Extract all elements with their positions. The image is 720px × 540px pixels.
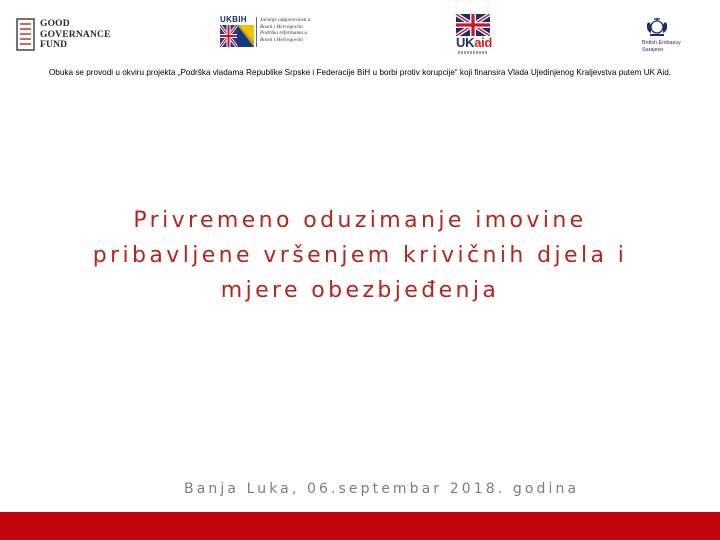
- british-embassy-logo: [638, 16, 688, 56]
- ggf-wordmark: [40, 19, 111, 51]
- slide-title: [40, 203, 680, 308]
- ukaid-uk: UK: [456, 35, 475, 50]
- ggf-emblem-icon: [16, 18, 36, 52]
- ukbih-line: Podrška reformama u: [260, 30, 308, 37]
- funding-disclaimer: Obuka se provodi u okviru projekta „Podrška vladama Republike Srpske i Federacije BiH u borbi protiv korupcije“ koji finansira Vlada Ujedinjenog Kraljevstva putem UK Aid.: [48, 68, 672, 77]
- ukbih-divider: [256, 17, 257, 47]
- ggf-line: GOOD: [40, 19, 70, 29]
- place-and-date: Banja Luka, 06.septembar 2018. godina: [184, 481, 580, 497]
- ukbih-subtext: [260, 17, 332, 43]
- embassy-line: British Embassy: [642, 40, 681, 46]
- union-jack-icon: [456, 14, 490, 36]
- ukbih-line: Bosni i Hercegovini: [260, 36, 303, 43]
- royal-crest-icon: [644, 16, 670, 38]
- embassy-wordmark: [642, 40, 681, 54]
- ukbih-line: Jačanje odgovornosti u: [260, 17, 311, 23]
- title-line: mjere obezbjeđenja: [220, 278, 500, 303]
- ggf-line: GOVERNANCE: [40, 29, 111, 40]
- title-line: Privremeno oduzimanje imovine: [133, 208, 587, 233]
- ukaid-tagline: [458, 51, 488, 54]
- ukbih-brand: UKBIH: [220, 15, 247, 24]
- good-governance-fund-logo: [16, 18, 128, 54]
- ukaid-wordmark: [456, 35, 492, 50]
- ukaid-aid: aid: [474, 35, 493, 50]
- uk-bih-flags-icon: [220, 25, 254, 47]
- embassy-line: Sarajevo: [642, 47, 664, 53]
- title-line: pribavljene vršenjem krivičnih djela i: [92, 243, 628, 268]
- bottom-accent-bar: [0, 512, 720, 540]
- ukbih-logo: [220, 17, 332, 49]
- ukaid-logo: [456, 14, 493, 58]
- ukbih-line: Bosni i Hercegovini: [260, 23, 303, 30]
- ggf-line: FUND: [40, 40, 68, 50]
